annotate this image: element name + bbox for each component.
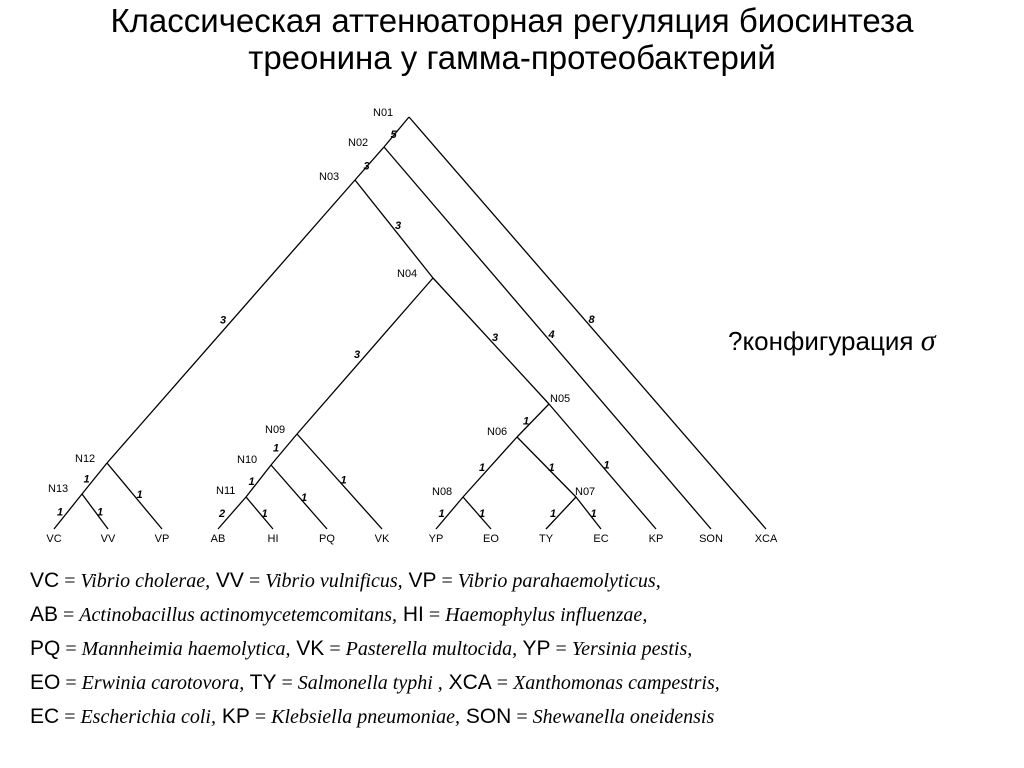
node-label-n12: N12	[75, 453, 96, 465]
leaf-label-ty: TY	[538, 533, 554, 545]
legend-species-name: Mannheimia haemolytica,	[81, 638, 291, 660]
node-label-n11: N11	[216, 485, 236, 497]
node-label-n13: N13	[48, 483, 69, 495]
legend-abbreviation: PQ	[30, 637, 61, 660]
legend-species-name: Shewanella oneidensis	[532, 706, 715, 728]
branch-weight-n01-n02: 5	[390, 129, 397, 141]
legend-equals: =	[324, 638, 346, 660]
branch-weight-n08-yp: 1	[438, 508, 445, 520]
legend-line	[30, 700, 1020, 734]
branch-weight-n10-pq: 1	[300, 492, 308, 504]
branch-weight-n04-n05: 3	[491, 332, 499, 344]
legend-equals: =	[59, 570, 81, 592]
branch-weight-n12-vp: 1	[136, 489, 143, 501]
node-label-n07: N07	[575, 486, 596, 498]
tree-branch-n06-n08	[463, 437, 517, 497]
branch-weight-n02-son: 4	[548, 329, 555, 341]
tree-branch-n12-vp	[107, 463, 162, 529]
legend-species-name: Salmonella typhi ,	[297, 672, 443, 694]
node-label-n06: N06	[487, 426, 508, 438]
legend-species-name: Xanthomonas campestris,	[513, 672, 720, 694]
tree-branch-n13-vv	[82, 494, 108, 529]
legend-abbreviation: HI	[397, 603, 424, 626]
legend-equals: =	[423, 604, 446, 626]
legend-species-name: Escherichia coli,	[80, 706, 216, 728]
species-legend	[30, 564, 1020, 734]
branch-weight-n06-n07: 1	[548, 462, 555, 474]
title-line-1: Классическая аттенюаторная регуляция биосинтеза	[110, 2, 914, 39]
legend-equals: =	[550, 638, 572, 660]
branch-weight-n01-xca: 8	[588, 314, 595, 326]
legend-abbreviation: VP	[402, 569, 437, 592]
leaf-label-vc: VC	[46, 533, 62, 545]
branch-weight-n07-ty: 1	[549, 508, 557, 520]
legend-equals: =	[511, 706, 533, 728]
node-label-n05: N05	[550, 393, 571, 405]
legend-species-name: Klebsiella pneumoniae,	[271, 706, 460, 728]
branch-weight-n05-n06: 1	[522, 415, 530, 428]
branch-weight-n13-vv: 1	[96, 506, 104, 519]
branch-weight-n11-ab: 2	[218, 508, 226, 520]
node-label-n10: N10	[237, 454, 258, 466]
tree-branch-n03-n12	[107, 180, 355, 463]
configuration-label	[728, 324, 936, 358]
branch-weight-n03-n04: 3	[394, 220, 402, 232]
tree-branch-n04-n09	[297, 278, 433, 434]
tree-branch-n07-ec	[576, 497, 601, 529]
tree-branch-n11-hi	[246, 497, 273, 529]
node-label-n01: N01	[373, 107, 394, 119]
node-label-n08: N08	[432, 486, 453, 498]
legend-equals: =	[60, 638, 82, 660]
branch-weight-n07-ec: 1	[590, 508, 597, 520]
leaf-label-eo: EO	[483, 533, 499, 545]
branch-weight-n05-kp: 1	[603, 459, 610, 472]
legend-species-name: Vibrio parahaemolyticus,	[457, 570, 661, 592]
leaf-label-pq: PQ	[319, 533, 335, 545]
branch-weight-n03-n12: 3	[219, 314, 227, 327]
legend-equals: =	[60, 672, 82, 694]
legend-species-name: Yersinia pestis,	[571, 638, 693, 660]
legend-abbreviation: EC	[30, 705, 60, 728]
node-label-n09: N09	[265, 424, 286, 436]
leaf-label-vp: VP	[154, 533, 170, 545]
legend-abbreviation: XCA	[442, 671, 492, 694]
legend-species-name: Actinobacillus actinomycetemcomitans,	[79, 604, 397, 626]
tree-branch-n10-pq	[271, 465, 327, 529]
leaf-label-vv: VV	[100, 533, 116, 545]
node-label-n02: N02	[348, 137, 369, 149]
legend-equals: =	[249, 706, 272, 728]
legend-line	[30, 598, 1020, 632]
legend-line	[30, 666, 1020, 700]
legend-abbreviation: TY	[244, 671, 277, 694]
sigma-symbol: σ	[920, 324, 936, 357]
branch-weight-n12-n13: 1	[83, 473, 90, 486]
legend-abbreviation: EO	[30, 671, 61, 694]
tree-branch-n08-eo	[463, 497, 491, 529]
leaf-label-son: SON	[699, 533, 723, 545]
branch-weight-n06-n08: 1	[478, 462, 486, 474]
legend-species-name: Haemophylus influenzae,	[445, 604, 648, 626]
title-line-2: треонина у гамма-протеобактерий	[248, 39, 776, 76]
branch-weight-n09-n10: 1	[272, 442, 280, 455]
legend-equals: =	[59, 706, 81, 728]
leaf-label-yp: YP	[428, 533, 444, 545]
legend-equals: =	[491, 672, 514, 694]
branch-weight-n02-n03: 3	[363, 160, 370, 173]
legend-abbreviation: SON	[460, 705, 512, 728]
leaf-label-kp: KP	[648, 533, 664, 545]
legend-abbreviation: VV	[210, 569, 244, 592]
node-label-n04: N04	[397, 268, 418, 280]
legend-line	[30, 564, 1020, 598]
legend-species-name: Vibrio cholerae,	[80, 570, 211, 592]
branch-weight-n11-hi: 1	[261, 508, 268, 520]
configuration-text: ?конфигурация	[728, 326, 914, 356]
legend-abbreviation: YP	[517, 637, 551, 660]
legend-line	[30, 632, 1020, 666]
legend-species-name: Pasterella multocida,	[345, 638, 518, 660]
leaf-label-vk: VK	[374, 533, 390, 545]
leaf-label-xca: XCA	[754, 533, 778, 545]
leaf-label-hi: HI	[267, 533, 279, 545]
legend-abbreviation: VC	[30, 569, 60, 592]
legend-species-name: Erwinia carotovora,	[81, 672, 245, 694]
branch-weight-n13-vc: 1	[56, 506, 64, 519]
leaf-label-ab: AB	[210, 533, 226, 545]
branch-weight-n04-n09: 3	[353, 349, 361, 361]
legend-abbreviation: KP	[216, 705, 250, 728]
legend-abbreviation: AB	[30, 603, 59, 626]
branch-weight-n09-vk: 1	[340, 474, 347, 487]
legend-equals: =	[436, 570, 458, 592]
legend-abbreviation: VK	[290, 637, 325, 660]
node-label-n03: N03	[319, 171, 340, 183]
legend-equals: =	[243, 570, 266, 592]
legend-species-name: Vibrio vulnificus,	[265, 570, 403, 592]
legend-equals: =	[276, 672, 298, 694]
branch-weight-n08-eo: 1	[478, 508, 486, 520]
legend-equals: =	[58, 604, 80, 626]
branch-weight-n10-n11: 1	[248, 476, 255, 488]
tree-branch-n05-n06	[517, 404, 549, 437]
tree-branch-n06-n07	[517, 437, 576, 497]
leaf-label-ec: EC	[593, 533, 609, 545]
